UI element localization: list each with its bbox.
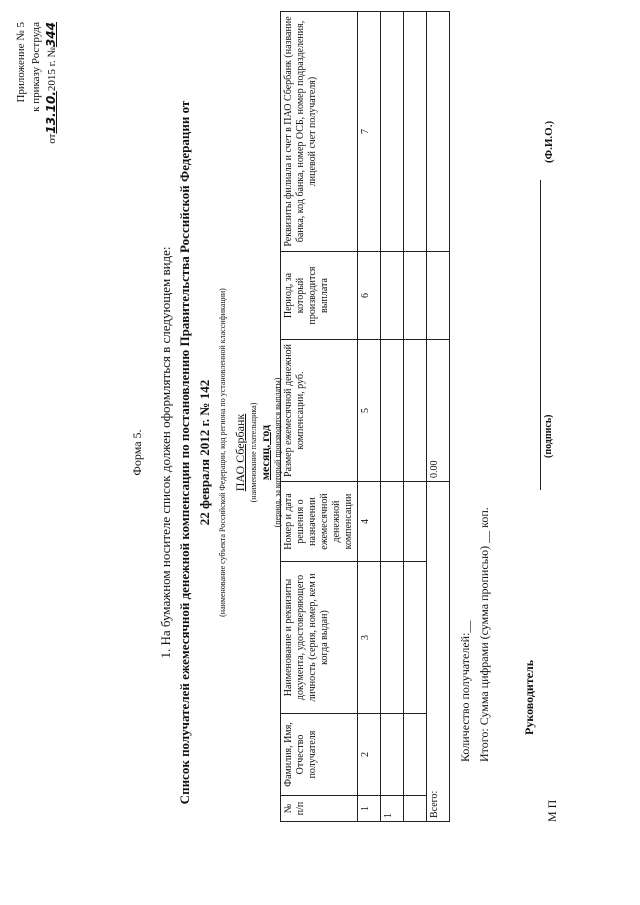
column-number: 4 xyxy=(358,482,381,562)
table-cell xyxy=(404,714,427,796)
table-row xyxy=(404,12,427,822)
table-cell xyxy=(427,252,450,340)
annex-handwritten-number: 344 xyxy=(44,22,58,48)
main-title xyxy=(175,15,215,890)
period-note: (период, за который производятся выплаты) xyxy=(273,377,282,528)
annex-line2: к приказу Роструда xyxy=(30,22,42,112)
annex-date-prefix: от xyxy=(46,133,58,144)
table-total-row xyxy=(427,12,450,822)
header-decision: Номер и дата решения о назначении ежемесячной денежной компенсации xyxy=(281,482,358,562)
table-cell xyxy=(404,562,427,714)
table-cell xyxy=(381,562,404,714)
total-label: Всего: xyxy=(427,482,450,822)
table-cell xyxy=(381,12,404,252)
header-id-document: Наименование и реквизиты документа, удостоверяющего личность (серия, номер, кем и когда выдан) xyxy=(281,562,358,714)
header-period: Период, за который производится выплата xyxy=(281,252,358,340)
column-number: 7 xyxy=(358,12,381,252)
subject-note: (наименование субъекта Российской Федерации, код региона по установленной классификации) xyxy=(218,288,227,617)
table-cell xyxy=(381,482,404,562)
signature-caption: (подпись) xyxy=(543,414,554,458)
column-number: 5 xyxy=(358,340,381,482)
table-cell xyxy=(404,252,427,340)
table-cell xyxy=(404,796,427,822)
annex-line1: Приложение № 5 xyxy=(15,22,27,103)
header-amount: Размер ежемесячной денежной компенсации, руб. xyxy=(281,340,358,482)
rotated-page xyxy=(12,15,622,890)
annex-handwritten-date: 13.10. xyxy=(44,91,58,134)
table-cell xyxy=(381,252,404,340)
period-value: месяц, год xyxy=(258,424,272,481)
table-cell xyxy=(381,340,404,482)
annex-block xyxy=(14,22,60,172)
table-cell xyxy=(404,12,427,252)
form-title: Форма 5. xyxy=(130,429,144,476)
main-title-line1: Список получателей ежемесячной денежной компенсации по постановлению Правительства Российской Федерации от xyxy=(177,100,192,805)
payer-note: (наименование плательщика) xyxy=(249,402,258,503)
table-cell xyxy=(404,340,427,482)
header-bank-details: Реквизиты филиала и счет в ПАО Сбербанк (название банка, код банка, номер ОСБ, номер подразделения, лицевой счет получателя) xyxy=(281,12,358,252)
seal-place-label: М П xyxy=(545,799,559,822)
head-label: Руководитель xyxy=(522,659,536,735)
table-header-row xyxy=(281,12,358,822)
table-cell xyxy=(381,714,404,796)
table-column-numbers-row xyxy=(358,12,381,822)
annex-number-prefix: № xyxy=(46,47,58,58)
main-title-line2: 22 февраля 2012 г. № 142 xyxy=(197,379,212,526)
recipients-count: Количество получателей:__ xyxy=(458,620,472,762)
intro-text: 1. На бумажном носителе список должен оформляться в следующем виде: xyxy=(158,246,173,659)
header-number: № п/п xyxy=(281,796,358,822)
total-value: 0.00 xyxy=(427,340,450,482)
annex-year: 2015 г. xyxy=(46,60,58,92)
table-cell: 1 xyxy=(381,796,404,822)
full-name-caption: (Ф.И.О.) xyxy=(543,120,555,163)
column-number: 6 xyxy=(358,252,381,340)
table-cell xyxy=(427,12,450,252)
column-number: 1 xyxy=(358,796,381,822)
table-cell xyxy=(404,482,427,562)
signature-line xyxy=(540,180,541,490)
column-number: 2 xyxy=(358,714,381,796)
table-row xyxy=(381,12,404,822)
sum-total-line: Итого: Сумма цифрами (сумма прописью) __ коп. xyxy=(477,507,491,762)
bank-name: ПАО Сбербанк xyxy=(233,413,247,492)
header-full-name: Фамилия, Имя, Отчество получателя xyxy=(281,714,358,796)
recipients-table xyxy=(280,11,450,822)
annex-date-line xyxy=(44,22,60,172)
column-number: 3 xyxy=(358,562,381,714)
